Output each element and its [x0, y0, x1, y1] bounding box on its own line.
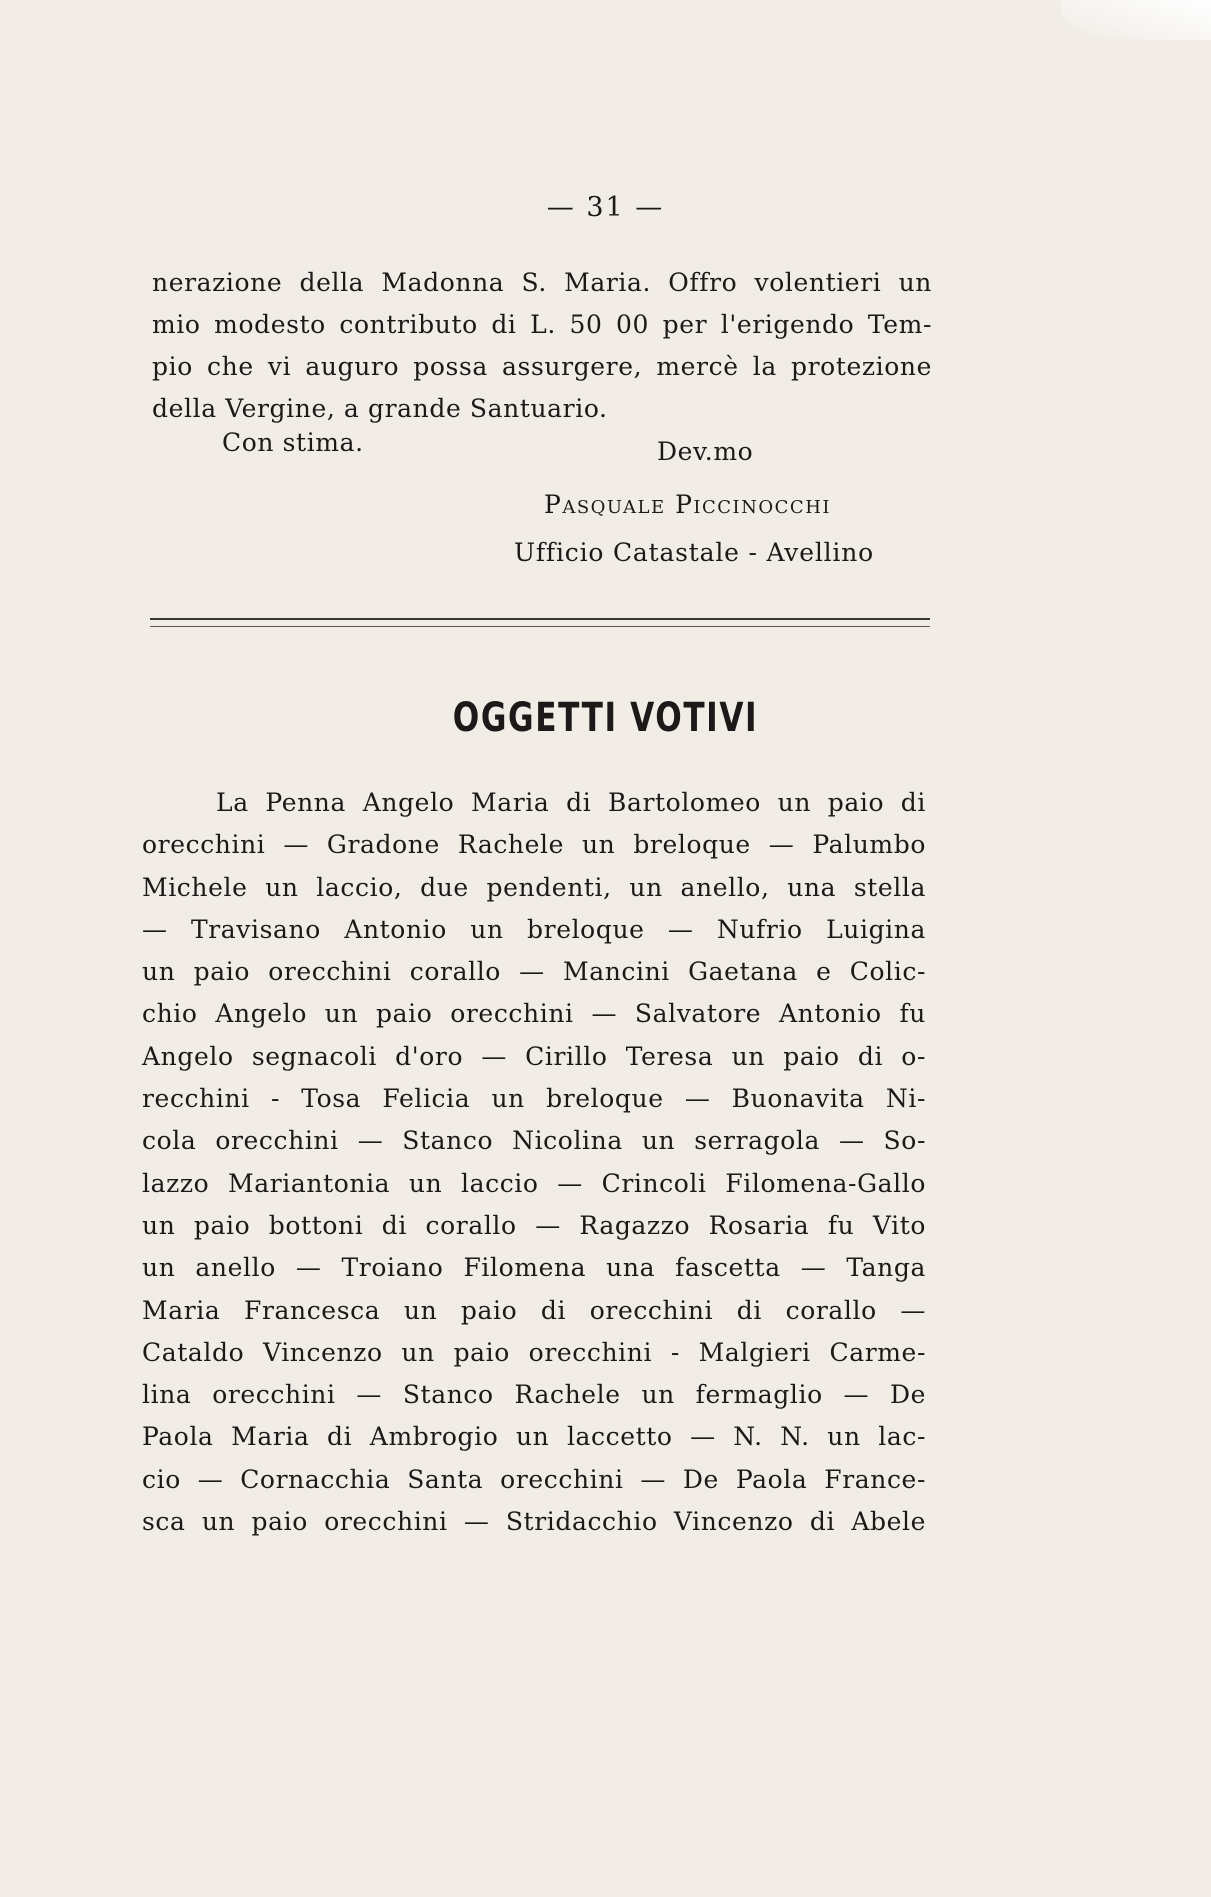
section-divider	[150, 618, 930, 620]
page-number: — 31 —	[546, 192, 665, 223]
votive-list-paragraph	[142, 782, 926, 1543]
text-line: Michele un laccio, due pendenti, un anello, una stella	[142, 872, 926, 902]
text-line: cola orecchini — Stanco Nicolina un serragola — So-	[142, 1126, 926, 1156]
text-line: sca un paio orecchini — Stridacchio Vincenzo di Abele	[142, 1507, 926, 1537]
text-line: Maria Francesca un paio di orecchini di corallo —	[142, 1295, 926, 1325]
text-line: chio Angelo un paio orecchini — Salvatore Antonio fu	[142, 999, 926, 1029]
letter-line: mio modesto contributo di L. 50 00 per l'erigendo Tem-	[152, 310, 932, 339]
section-title: OGGETTI VOTIVI	[452, 695, 759, 741]
text-line: cio — Cornacchia Santa orecchini — De Paola France-	[142, 1464, 926, 1494]
signer-name: Pasquale Piccinocchi	[544, 490, 832, 519]
letter-line: della Vergine, a grande Santuario.	[152, 394, 608, 423]
text-line: — Travisano Antonio un breloque — Nufrio Luigina	[142, 914, 926, 944]
torn-corner	[1061, 0, 1211, 40]
letter-line: nerazione della Madonna S. Maria. Offro volentieri un	[152, 268, 932, 297]
text-line: Paola Maria di Ambrogio un laccetto — N. N. un lac-	[142, 1422, 926, 1452]
signer-office: Ufficio Catastale - Avellino	[514, 538, 874, 567]
text-line: recchini - Tosa Felicia un breloque — Buonavita Ni-	[142, 1084, 926, 1114]
text-line: La Penna Angelo Maria di Bartolomeo un paio di	[216, 788, 926, 817]
letter-paragraph	[152, 262, 932, 430]
text-line: un paio bottoni di corallo — Ragazzo Rosaria fu Vito	[142, 1210, 926, 1240]
text-line: un paio orecchini corallo — Mancini Gaetana e Colic-	[142, 957, 926, 987]
text-line: Cataldo Vincenzo un paio orecchini - Malgieri Carme-	[142, 1337, 926, 1367]
text-line: orecchini — Gradone Rachele un breloque — Palumbo	[142, 830, 926, 860]
text-line: lazzo Mariantonia un laccio — Crincoli Filomena-Gallo	[142, 1168, 926, 1198]
letter-salutation: Con stima.	[222, 428, 364, 457]
text-line: lina orecchini — Stanco Rachele un fermaglio — De	[142, 1380, 926, 1410]
text-line: Angelo segnacoli d'oro — Cirillo Teresa un paio di o-	[142, 1041, 926, 1071]
section-divider-thin	[150, 626, 930, 627]
letter-line: pio che vi auguro possa assurgere, mercè la protezione	[152, 352, 932, 381]
text-line: un anello — Troiano Filomena una fascetta — Tanga	[142, 1253, 926, 1283]
letter-closing: Dev.mo	[657, 437, 754, 466]
